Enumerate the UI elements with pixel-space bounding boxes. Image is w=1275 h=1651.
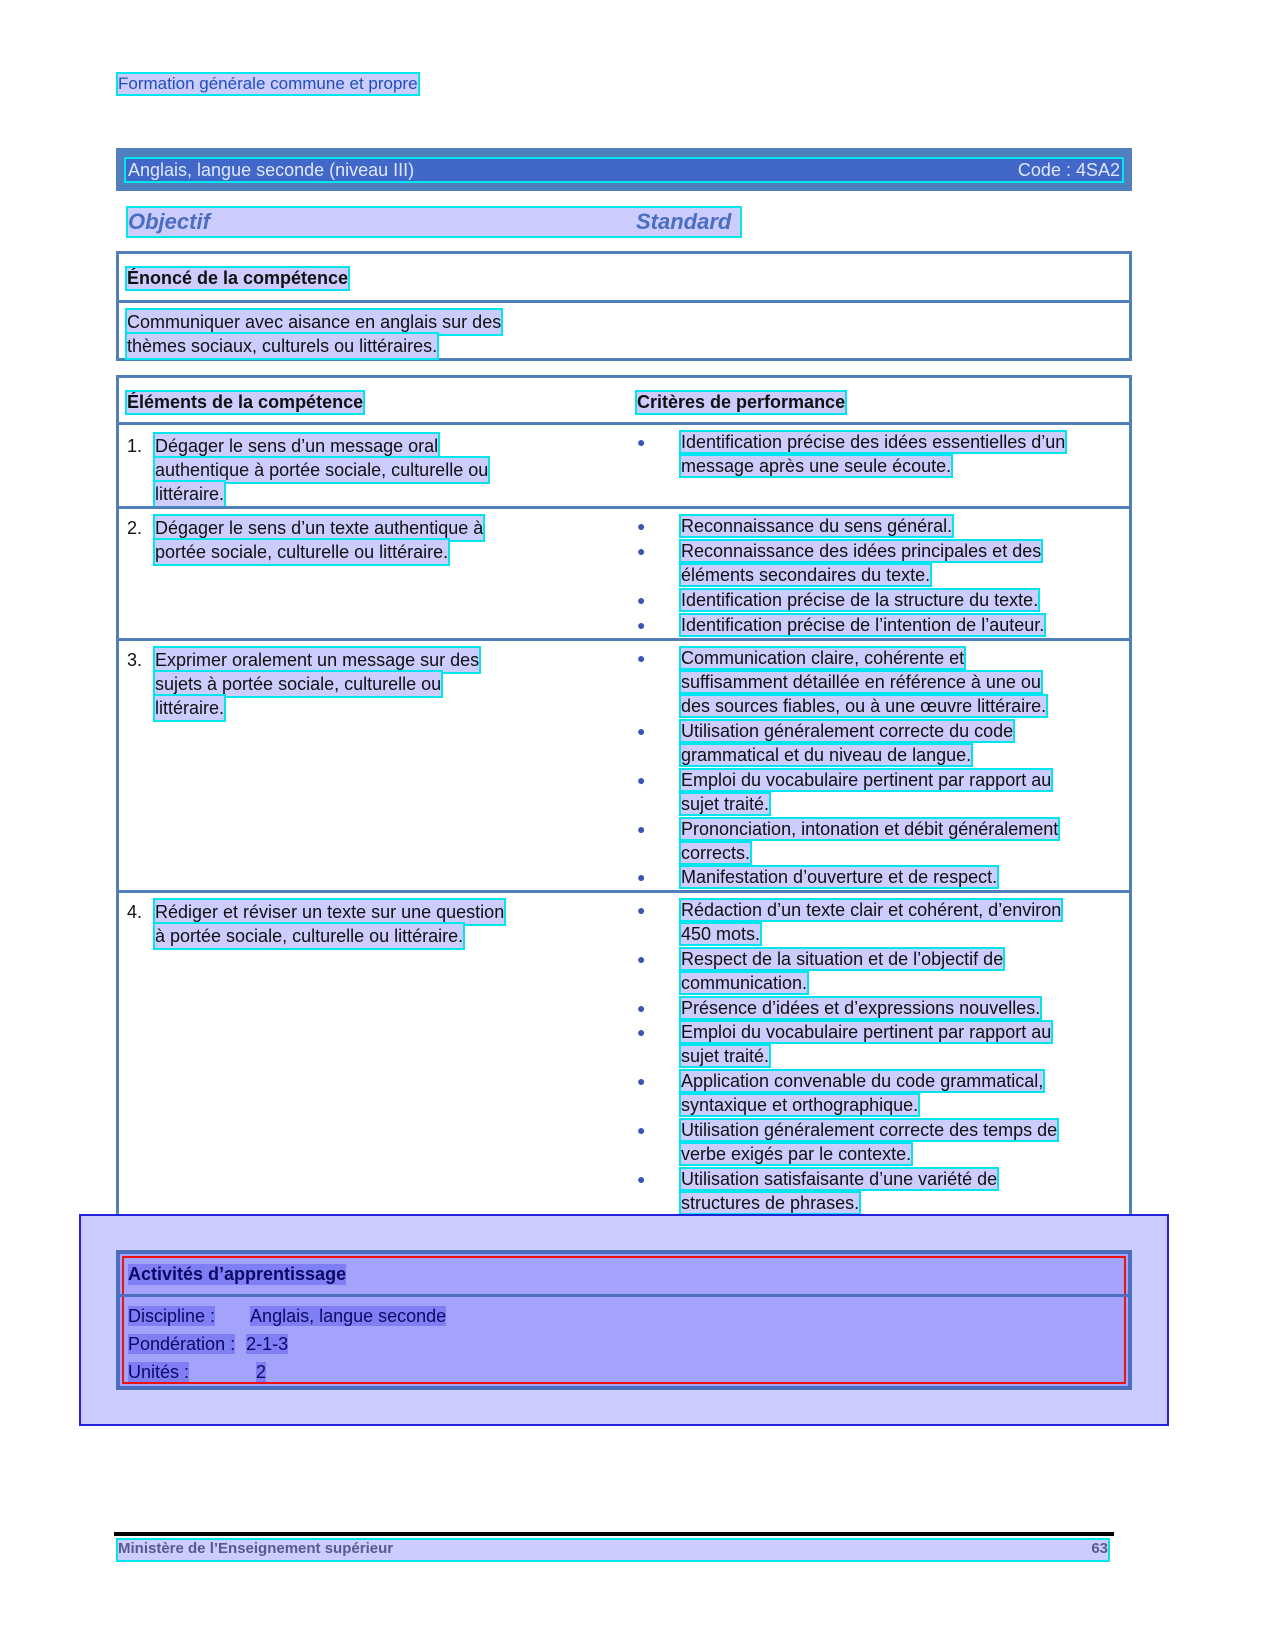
enonce-text [127, 310, 501, 358]
page-footer [118, 1540, 1108, 1560]
element-row-4 [127, 900, 607, 948]
divider [119, 890, 1129, 893]
objectif-label: Objectif [128, 209, 210, 234]
unites-value: 2 [256, 1362, 267, 1382]
criterion [637, 947, 1117, 995]
discipline-label: Discipline : [128, 1306, 216, 1326]
bullet-icon: ● [637, 902, 646, 918]
element-line: Exprimer oralement un message sur des [155, 650, 480, 670]
divider [119, 638, 1129, 641]
criterion [637, 1167, 1117, 1215]
criterion [637, 817, 1117, 865]
discipline-row [128, 1306, 446, 1327]
ponderation-row [128, 1334, 288, 1355]
bullet-icon: ● [637, 592, 646, 608]
criterion [637, 719, 1117, 767]
criterion [637, 539, 1117, 587]
objective-standard-row [128, 208, 740, 236]
criterion-line: Manifestation d’ouverture et de respect. [681, 867, 998, 887]
bullet-icon: ● [637, 951, 646, 967]
standard-label: Standard [636, 209, 732, 234]
bullet-icon: ● [637, 1000, 646, 1016]
criterion-line: éléments secondaires du texte. [681, 565, 931, 585]
bullet-icon: ● [637, 821, 646, 837]
unites-label: Unités : [128, 1362, 190, 1382]
bullet-icon: ● [637, 1024, 646, 1040]
criterion-line: 450 mots. [681, 924, 761, 944]
element-row-2 [127, 516, 607, 564]
criterion-line: Application convenable du code grammatical, [681, 1071, 1044, 1091]
bullet-icon: ● [637, 1122, 646, 1138]
criterion [637, 898, 1117, 946]
criterion-line: Emploi du vocabulaire pertinent par rapport au [681, 1022, 1052, 1042]
criterion-line: Identification précise de l’intention de l’auteur. [681, 615, 1045, 635]
element-line: littéraire. [155, 698, 225, 718]
criterion-line: Reconnaissance des idées principales et des [681, 541, 1042, 561]
enonce-line: thèmes sociaux, culturels ou littéraires. [127, 336, 438, 356]
element-line: portée sociale, culturelle ou littéraire. [155, 542, 449, 562]
element-row-3 [127, 648, 607, 720]
element-line: Rédiger et réviser un texte sur une question [155, 902, 505, 922]
bullet-icon: ● [637, 434, 646, 450]
element-number: 3. [127, 650, 143, 670]
criterion-line: Utilisation satisfaisante d’une variété de [681, 1169, 998, 1189]
discipline-value: Anglais, langue seconde [250, 1306, 447, 1326]
criterion-line: Reconnaissance du sens général. [681, 516, 953, 536]
element-row-1 [127, 434, 607, 506]
criterion [637, 588, 1117, 612]
element-line: Dégager le sens d’un texte authentique à [155, 518, 484, 538]
criterion-line: message après une seule écoute. [681, 456, 952, 476]
bullet-icon: ● [637, 650, 646, 666]
element-line: à portée sociale, culturelle ou littéraire. [155, 926, 464, 946]
enonce-heading: Énoncé de la compétence [127, 268, 349, 288]
footer-rule [114, 1532, 1114, 1536]
element-line: authentique à portée sociale, culturelle ou [155, 460, 489, 480]
criterion-line: structures de phrases. [681, 1193, 860, 1213]
criterion-line: sujet traité. [681, 794, 770, 814]
criterion-line: Présence d’idées et d’expressions nouvelles. [681, 998, 1041, 1018]
element-number: 2. [127, 518, 143, 538]
col-header-criteres: Critères de performance [637, 392, 846, 412]
criterion [637, 1118, 1117, 1166]
criterion [637, 646, 1117, 718]
criterion-line: des sources fiables, ou à une œuvre littéraire. [681, 696, 1047, 716]
enonce-box [116, 251, 1132, 361]
course-title-bar [116, 148, 1132, 191]
footer-ministry: Ministère de l’Enseignement supérieur [118, 1540, 394, 1557]
criterion-line: grammatical et du niveau de langue. [681, 745, 972, 765]
ponderation-label: Pondération : [128, 1334, 236, 1354]
course-title: Anglais, langue seconde (niveau III) [128, 159, 415, 180]
criterion-line: sujet traité. [681, 1046, 770, 1066]
bullet-icon: ● [637, 1171, 646, 1187]
criterion [637, 996, 1117, 1020]
criterion-line: Emploi du vocabulaire pertinent par rapport au [681, 770, 1052, 790]
activities-box [116, 1250, 1132, 1390]
page-header: Formation générale commune et propre [118, 74, 418, 93]
bullet-icon: ● [637, 869, 646, 885]
criterion-line: Identification précise de la structure du texte. [681, 590, 1039, 610]
criterion-line: Utilisation généralement correcte des temps de [681, 1120, 1058, 1140]
page-number: 63 [1091, 1540, 1108, 1557]
criterion-line: Utilisation généralement correcte du code [681, 721, 1014, 741]
divider [119, 506, 1129, 509]
element-line: littéraire. [155, 484, 225, 504]
enonce-header [119, 254, 1129, 303]
element-line: sujets à portée sociale, culturelle ou [155, 674, 442, 694]
criterion-line: Respect de la situation et de l’objectif de [681, 949, 1004, 969]
bullet-icon: ● [637, 617, 646, 633]
divider [119, 422, 1129, 425]
course-code: Code : 4SA2 [1017, 159, 1120, 180]
criterion [637, 865, 1117, 889]
unites-row [128, 1362, 266, 1383]
bullet-icon: ● [637, 1073, 646, 1089]
bullet-icon: ● [637, 543, 646, 559]
criterion-line: verbe exigés par le contexte. [681, 1144, 912, 1164]
element-number: 4. [127, 902, 143, 922]
bullet-icon: ● [637, 772, 646, 788]
criterion-line: Communication claire, cohérente et [681, 648, 965, 668]
criterion [637, 768, 1117, 816]
bullet-icon: ● [637, 723, 646, 739]
element-line: Dégager le sens d’un message oral [155, 436, 439, 456]
criterion [637, 613, 1117, 637]
criterion [637, 1020, 1117, 1068]
col-header-elements: Éléments de la compétence [127, 392, 364, 412]
criterion [637, 514, 1117, 538]
criterion [637, 430, 1117, 478]
criterion-line: Prononciation, intonation et débit généralement [681, 819, 1059, 839]
enonce-line: Communiquer avec aisance en anglais sur des [127, 312, 502, 332]
criterion-line: suffisamment détaillée en référence à une ou [681, 672, 1041, 692]
criterion-line: syntaxique et orthographique. [681, 1095, 919, 1115]
criterion [637, 1069, 1117, 1117]
criterion-line: communication. [681, 973, 808, 993]
criterion-line: Rédaction d’un texte clair et cohérent, d’environ [681, 900, 1062, 920]
criterion-line: corrects. [681, 843, 751, 863]
bullet-icon: ● [637, 518, 646, 534]
divider [120, 1294, 1128, 1297]
element-number: 1. [127, 436, 143, 456]
activities-heading: Activités d’apprentissage [128, 1264, 347, 1284]
criterion-line: Identification précise des idées essentielles d’un [681, 432, 1066, 452]
ponderation-value: 2-1-3 [246, 1334, 289, 1354]
elements-table [116, 375, 1132, 1239]
